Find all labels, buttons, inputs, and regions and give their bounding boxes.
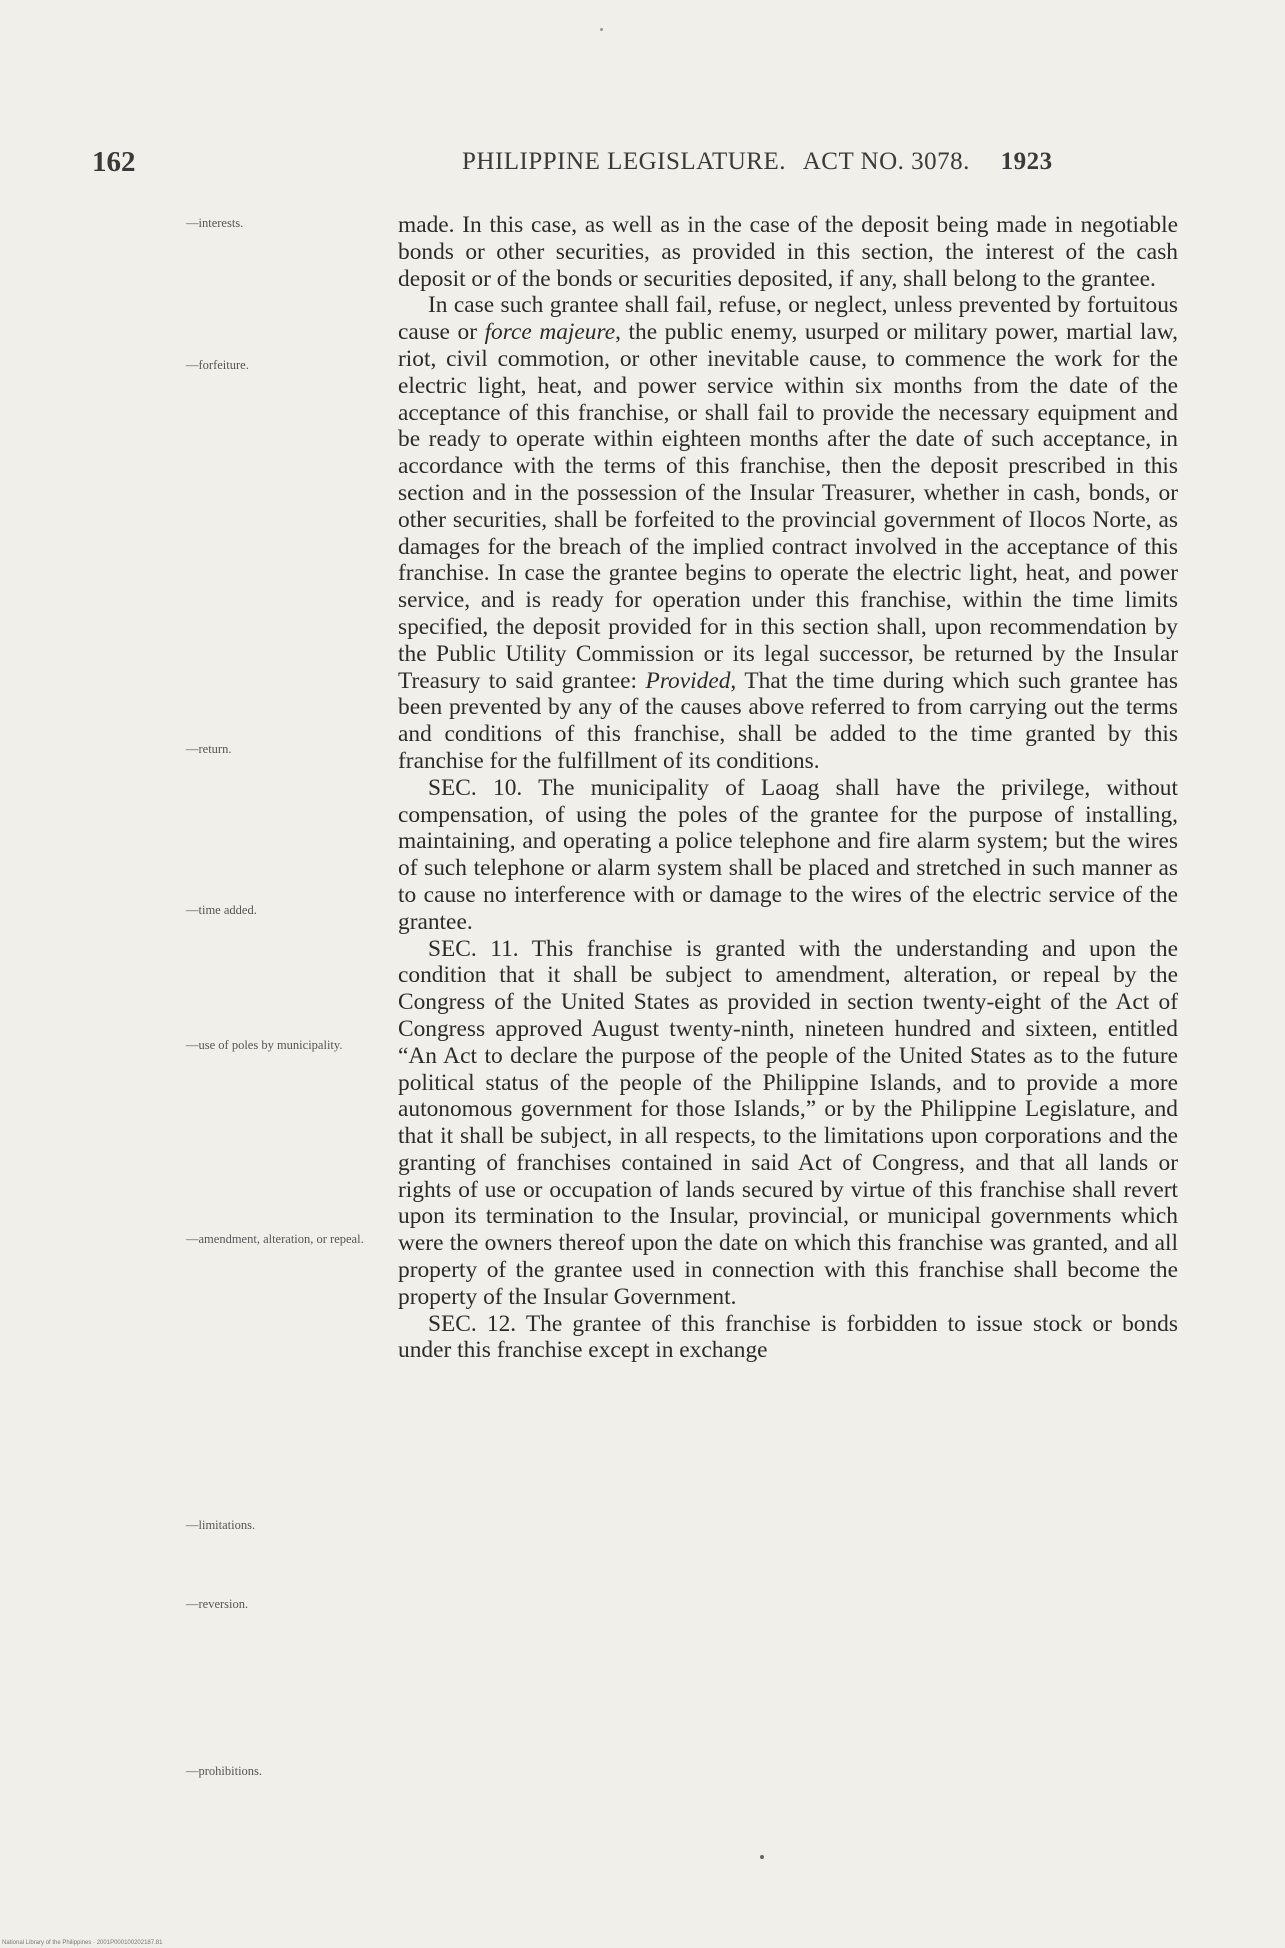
margin-note-interests: —interests. [186, 216, 244, 230]
margin-note-time-added: —time added. [186, 903, 257, 917]
p2-part-a: In case such grantee shall fail, refuse, or neglect, unless prevented by fortuitous cause or [398, 292, 1178, 346]
running-head-title: PHILIPPINE LEGISLATURE. [462, 148, 786, 175]
speck-mark-top [600, 28, 603, 31]
speck-mark [760, 1855, 764, 1859]
margin-note-use-of-poles: —use of poles by municipality. [186, 1038, 343, 1052]
p2-part-b: , the public enemy, usurped or military power, martial law, riot, civil commotion, or other inevitable cause, to commence the work for the electric light, heat, and power service within six months from the date of the acceptance of this franchise, or shall fail to provide the necessary equipment and be ready to operate within eighteen months after the date of such acceptance, in accordance with the terms of this franchise, then the deposit prescribed in this section and in the possession of the Insular Treasurer, whether in cash, bonds, or other securities, shall be forfeited to the provincial government of Ilocos Norte, as damages for the breach of the implied contract involved in the acceptance of this franchise. In case the grantee begins to operate the electric light, heat, and power service, and is ready for operation under this franchise, within the time limits specified, the deposit provided for in this section shall, upon recommendation by the Public Utility Commission or its legal successor, be returned by the Insular Treasury to said grantee: [398, 319, 1178, 694]
sec-10-text: The municipality of Laoag shall have the privilege, without compensation, of using the poles of the grantee for the purpose of installing, maintaining, and operating a police telephone and fire alarm system; but the wires of such telephone or alarm system shall be placed and stretched in such manner as to cause no interference with or damage to the wires of the electric service of the grantee. [398, 774, 1179, 935]
sec-12-label: SEC. 12. [428, 1310, 517, 1337]
page-number: 162 [92, 146, 136, 178]
p2-provided: Provided [645, 667, 731, 694]
paragraph-sec-10 [398, 775, 1178, 936]
sec-11-text: This franchise is granted with the understanding and upon the condition that it shall be subject to amendment, alteration, or repeal by the Congress of the United States as provided in section twenty-eight of the Act of Congress approved August twenty-ninth, nineteen hundred and sixteen, entitled “An Act to declare the purpose of the people of the United States as to the future political status of the people of the Philippine Islands, and to provide a more autonomous government for those Islands,” or by the Philippine Legislature, and that it shall be subject, in all respects, to the limitations upon corporations and the granting of franchises contained in said Act of Congress, and that all lands or rights of use or occupation of lands secured by virtue of this franchise shall revert upon its termination to the Insular, provincial, or municipal governments which were the owners thereof upon the date on which this franchise was granted, and all property of the grantee used in connection with this franchise shall become the property of the Insular Government. [398, 935, 1178, 1310]
paragraph-sec-11 [398, 936, 1178, 1311]
scan-footer: National Library of the Philippines · 2001P000100202187.81 [2, 1940, 163, 1946]
sec-11-label: SEC. 11. [428, 935, 519, 962]
margin-note-prohibitions: —prohibitions. [186, 1764, 263, 1778]
year: 1923 [1000, 148, 1053, 175]
body-text [398, 212, 1178, 1364]
margin-note-reversion: —reversion. [186, 1597, 249, 1611]
paragraph-interests: made. In this case, as well as in the case of the deposit being made in negotiable bonds or other securities, as provided in this section, the interest of the cash deposit or of the bonds or securities deposited, if any, shall belong to the grantee. [398, 212, 1178, 292]
margin-note-limitations: —limitations. [186, 1518, 256, 1532]
margin-note-forfeiture: —forfeiture. [186, 358, 249, 372]
sec-10-label: SEC. 10. [428, 774, 523, 801]
paragraph-sec-12 [398, 1311, 1178, 1365]
paragraph-forfeiture [398, 292, 1178, 774]
margin-note-amendment: —amendment, alteration, or repeal. [186, 1232, 364, 1246]
sec-12-text: The grantee of this franchise is forbidden to issue stock or bonds under this franchise except in exchange [398, 1310, 1178, 1364]
act-number: ACT NO. 3078. [802, 148, 970, 175]
p2-italic: force majeure [484, 319, 616, 346]
running-head [462, 148, 1053, 176]
margin-note-return: —return. [186, 742, 232, 756]
p2-part-c: , That the time during which such grantee has been prevented by any of the causes above referred to from carrying out the terms and conditions of this franchise, shall be added to the time granted by this franchise for the fulfillment of its conditions. [398, 667, 1178, 774]
